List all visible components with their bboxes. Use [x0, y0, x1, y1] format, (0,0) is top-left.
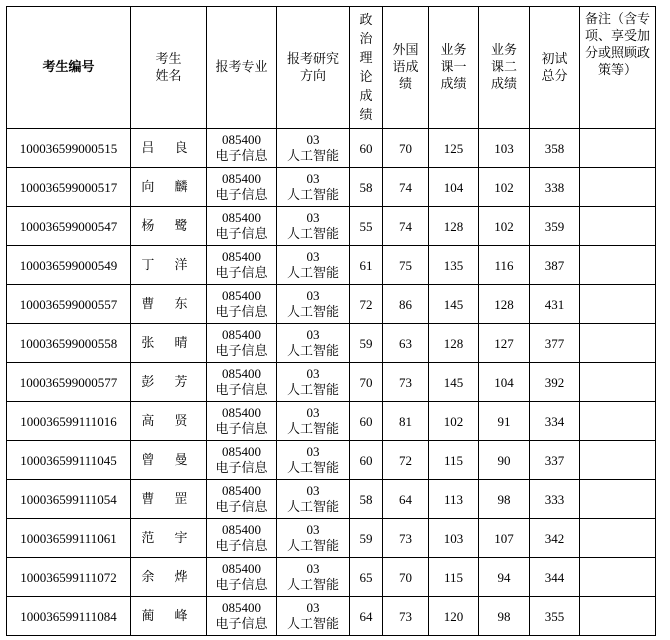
cell-id: 100036599000557 — [7, 285, 131, 324]
table-row — [7, 246, 656, 285]
cell-direction — [277, 558, 350, 597]
cell-id: 100036599000517 — [7, 168, 131, 207]
cell-course1: 120 — [429, 597, 479, 636]
direction-code: 03 — [306, 366, 320, 381]
cell-course1: 103 — [429, 519, 479, 558]
cell-direction — [277, 324, 350, 363]
cell-course1: 135 — [429, 246, 479, 285]
cell-remark — [580, 363, 656, 402]
cell-name: 曹 罡 — [131, 480, 207, 519]
direction-name: 人工智能 — [286, 422, 339, 437]
cell-total: 359 — [530, 207, 580, 246]
cell-course2: 103 — [479, 129, 530, 168]
cell-id: 100036599111045 — [7, 441, 131, 480]
cell-remark — [580, 597, 656, 636]
cell-course2: 102 — [479, 168, 530, 207]
cell-name: 彭 芳 — [131, 363, 207, 402]
cell-id: 100036599111016 — [7, 402, 131, 441]
cell-course2: 90 — [479, 441, 530, 480]
direction-name: 人工智能 — [286, 305, 339, 320]
direction-name: 人工智能 — [286, 266, 339, 281]
table-row — [7, 168, 656, 207]
cell-direction — [277, 168, 350, 207]
cell-course2: 98 — [479, 597, 530, 636]
major-name: 电子信息 — [215, 422, 268, 437]
cell-politics: 61 — [350, 246, 383, 285]
cell-politics: 58 — [350, 480, 383, 519]
major-code: 085400 — [222, 405, 261, 420]
direction-code: 03 — [306, 405, 320, 420]
cell-name: 曹 东 — [131, 285, 207, 324]
cell-foreign: 70 — [383, 129, 429, 168]
cell-politics: 60 — [350, 441, 383, 480]
cell-remark — [580, 168, 656, 207]
cell-course1: 145 — [429, 363, 479, 402]
cell-foreign: 73 — [383, 597, 429, 636]
cell-total: 334 — [530, 402, 580, 441]
header-id: 考生编号 — [7, 7, 131, 129]
cell-name: 吕 良 — [131, 129, 207, 168]
cell-direction — [277, 441, 350, 480]
direction-name: 人工智能 — [286, 227, 339, 242]
cell-name: 杨 鹭 — [131, 207, 207, 246]
header-direction: 报考研究方向 — [277, 7, 350, 129]
direction-code: 03 — [306, 171, 320, 186]
cell-id: 100036599000547 — [7, 207, 131, 246]
direction-code: 03 — [306, 249, 320, 264]
cell-total: 387 — [530, 246, 580, 285]
major-name: 电子信息 — [215, 344, 268, 359]
cell-total: 342 — [530, 519, 580, 558]
cell-course2: 104 — [479, 363, 530, 402]
major-name: 电子信息 — [215, 383, 268, 398]
cell-remark — [580, 285, 656, 324]
major-name: 电子信息 — [215, 500, 268, 515]
major-code: 085400 — [222, 171, 261, 186]
cell-foreign: 74 — [383, 207, 429, 246]
table-row — [7, 441, 656, 480]
cell-politics: 59 — [350, 519, 383, 558]
cell-course1: 128 — [429, 324, 479, 363]
direction-name: 人工智能 — [286, 383, 339, 398]
header-total: 初试总分 — [530, 7, 580, 129]
direction-name: 人工智能 — [286, 539, 339, 554]
direction-name: 人工智能 — [286, 344, 339, 359]
cell-course2: 98 — [479, 480, 530, 519]
cell-total: 344 — [530, 558, 580, 597]
direction-code: 03 — [306, 210, 320, 225]
cell-id: 100036599111061 — [7, 519, 131, 558]
cell-course2: 128 — [479, 285, 530, 324]
direction-name: 人工智能 — [286, 149, 339, 164]
cell-total: 392 — [530, 363, 580, 402]
major-name: 电子信息 — [215, 461, 268, 476]
major-code: 085400 — [222, 483, 261, 498]
cell-foreign: 73 — [383, 519, 429, 558]
cell-foreign: 74 — [383, 168, 429, 207]
cell-foreign: 72 — [383, 441, 429, 480]
cell-course2: 107 — [479, 519, 530, 558]
cell-total: 355 — [530, 597, 580, 636]
cell-id: 100036599111054 — [7, 480, 131, 519]
table-row — [7, 324, 656, 363]
direction-code: 03 — [306, 561, 320, 576]
cell-politics: 70 — [350, 363, 383, 402]
major-name: 电子信息 — [215, 188, 268, 203]
direction-name: 人工智能 — [286, 617, 339, 632]
cell-course1: 104 — [429, 168, 479, 207]
cell-course2: 127 — [479, 324, 530, 363]
cell-major — [207, 285, 277, 324]
direction-name: 人工智能 — [286, 188, 339, 203]
cell-remark — [580, 558, 656, 597]
cell-politics: 64 — [350, 597, 383, 636]
cell-remark — [580, 441, 656, 480]
header-course2: 业务课二成绩 — [479, 7, 530, 129]
major-name: 电子信息 — [215, 578, 268, 593]
cell-major — [207, 519, 277, 558]
cell-direction — [277, 480, 350, 519]
major-code: 085400 — [222, 600, 261, 615]
direction-code: 03 — [306, 522, 320, 537]
cell-major — [207, 363, 277, 402]
cell-id: 100036599111084 — [7, 597, 131, 636]
direction-name: 人工智能 — [286, 461, 339, 476]
cell-foreign: 63 — [383, 324, 429, 363]
major-code: 085400 — [222, 249, 261, 264]
major-name: 电子信息 — [215, 266, 268, 281]
cell-total: 337 — [530, 441, 580, 480]
cell-direction — [277, 207, 350, 246]
cell-name: 范 宇 — [131, 519, 207, 558]
cell-foreign: 86 — [383, 285, 429, 324]
direction-code: 03 — [306, 483, 320, 498]
cell-course2: 94 — [479, 558, 530, 597]
direction-name: 人工智能 — [286, 578, 339, 593]
cell-remark — [580, 480, 656, 519]
cell-direction — [277, 402, 350, 441]
cell-major — [207, 129, 277, 168]
cell-id: 100036599000515 — [7, 129, 131, 168]
cell-direction — [277, 285, 350, 324]
cell-foreign: 70 — [383, 558, 429, 597]
table-row — [7, 519, 656, 558]
table-row — [7, 597, 656, 636]
table-row — [7, 402, 656, 441]
cell-remark — [580, 402, 656, 441]
cell-major — [207, 168, 277, 207]
cell-major — [207, 597, 277, 636]
cell-major — [207, 324, 277, 363]
cell-major — [207, 441, 277, 480]
direction-code: 03 — [306, 600, 320, 615]
cell-foreign: 75 — [383, 246, 429, 285]
header-course1: 业务课一成绩 — [429, 7, 479, 129]
major-name: 电子信息 — [215, 305, 268, 320]
cell-remark — [580, 324, 656, 363]
cell-major — [207, 207, 277, 246]
cell-direction — [277, 129, 350, 168]
cell-course1: 113 — [429, 480, 479, 519]
cell-politics: 58 — [350, 168, 383, 207]
table-row — [7, 480, 656, 519]
cell-course1: 115 — [429, 441, 479, 480]
cell-course1: 102 — [429, 402, 479, 441]
cell-remark — [580, 246, 656, 285]
cell-direction — [277, 597, 350, 636]
cell-direction — [277, 519, 350, 558]
cell-politics: 72 — [350, 285, 383, 324]
cell-course1: 125 — [429, 129, 479, 168]
cell-remark — [580, 519, 656, 558]
cell-foreign: 73 — [383, 363, 429, 402]
cell-total: 358 — [530, 129, 580, 168]
direction-name: 人工智能 — [286, 500, 339, 515]
major-code: 085400 — [222, 522, 261, 537]
cell-name: 向 麟 — [131, 168, 207, 207]
major-code: 085400 — [222, 132, 261, 147]
header-remark: 备注（含专项、享受加分或照顾政策等） — [580, 7, 656, 129]
cell-name: 张 晴 — [131, 324, 207, 363]
major-code: 085400 — [222, 366, 261, 381]
major-code: 085400 — [222, 288, 261, 303]
cell-foreign: 64 — [383, 480, 429, 519]
cell-course1: 128 — [429, 207, 479, 246]
header-major: 报考专业 — [207, 7, 277, 129]
major-code: 085400 — [222, 561, 261, 576]
header-row — [7, 7, 656, 129]
cell-total: 338 — [530, 168, 580, 207]
header-foreign: 外国语成绩 — [383, 7, 429, 129]
cell-foreign: 81 — [383, 402, 429, 441]
table-row — [7, 285, 656, 324]
cell-major — [207, 402, 277, 441]
header-name: 考生姓名 — [131, 7, 207, 129]
cell-course1: 115 — [429, 558, 479, 597]
cell-name: 高 贤 — [131, 402, 207, 441]
major-name: 电子信息 — [215, 617, 268, 632]
cell-name: 曾 曼 — [131, 441, 207, 480]
cell-direction — [277, 363, 350, 402]
cell-total: 377 — [530, 324, 580, 363]
cell-remark — [580, 129, 656, 168]
major-name: 电子信息 — [215, 227, 268, 242]
cell-course2: 91 — [479, 402, 530, 441]
table-row — [7, 207, 656, 246]
cell-id: 100036599000549 — [7, 246, 131, 285]
cell-course2: 116 — [479, 246, 530, 285]
cell-name: 蔺 峰 — [131, 597, 207, 636]
major-name: 电子信息 — [215, 539, 268, 554]
cell-major — [207, 480, 277, 519]
cell-name: 余 烨 — [131, 558, 207, 597]
table-row — [7, 129, 656, 168]
cell-id: 100036599000577 — [7, 363, 131, 402]
score-table — [6, 6, 656, 636]
major-code: 085400 — [222, 327, 261, 342]
cell-course2: 102 — [479, 207, 530, 246]
major-code: 085400 — [222, 210, 261, 225]
table-row — [7, 363, 656, 402]
cell-politics: 60 — [350, 402, 383, 441]
cell-id: 100036599111072 — [7, 558, 131, 597]
cell-name: 丁 洋 — [131, 246, 207, 285]
cell-total: 431 — [530, 285, 580, 324]
cell-course1: 145 — [429, 285, 479, 324]
cell-politics: 59 — [350, 324, 383, 363]
cell-total: 333 — [530, 480, 580, 519]
header-politics: 政治理论成绩 — [350, 7, 383, 129]
direction-code: 03 — [306, 132, 320, 147]
cell-politics: 55 — [350, 207, 383, 246]
cell-remark — [580, 207, 656, 246]
cell-direction — [277, 246, 350, 285]
direction-code: 03 — [306, 327, 320, 342]
cell-politics: 60 — [350, 129, 383, 168]
direction-code: 03 — [306, 288, 320, 303]
cell-id: 100036599000558 — [7, 324, 131, 363]
cell-major — [207, 558, 277, 597]
cell-major — [207, 246, 277, 285]
table-row — [7, 558, 656, 597]
cell-politics: 65 — [350, 558, 383, 597]
major-name: 电子信息 — [215, 149, 268, 164]
direction-code: 03 — [306, 444, 320, 459]
major-code: 085400 — [222, 444, 261, 459]
